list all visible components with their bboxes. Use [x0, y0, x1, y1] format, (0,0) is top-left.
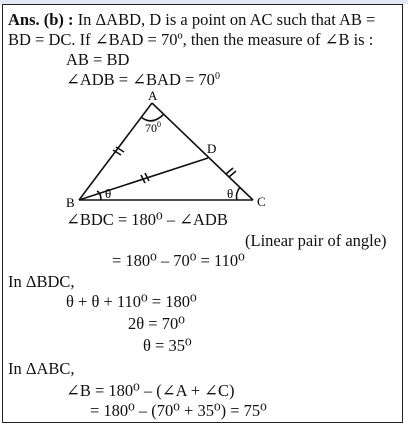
angle-a-label: $70^0$: [145, 120, 161, 135]
two-theta-equation: 2θ = 70⁰: [128, 314, 185, 333]
tick-dc-1: [226, 168, 233, 174]
given-ab-bd: AB = BD: [66, 50, 130, 69]
in-triangle-abc: In ΔABC,: [8, 359, 75, 378]
question-text-1: In ΔABD, D is a point on AC such that AB =: [73, 10, 376, 29]
given-adb-degree: 0: [214, 71, 220, 82]
angle-sum-equation: θ + θ + 110⁰ = 180⁰: [66, 292, 197, 311]
vertex-d-label: D: [207, 141, 217, 156]
question-line-2: BD = DC. If ∠BAD = 70º, then the measure of ∠B is :: [8, 30, 374, 49]
linear-pair-note: (Linear pair of angle): [245, 231, 387, 250]
theta-b-label: θ: [105, 186, 112, 201]
given-adb-text: ∠ADB = ∠BAD = 70: [66, 70, 215, 89]
tick-dc-2: [229, 171, 236, 177]
vertex-b-label: B: [66, 195, 75, 210]
vertex-c-label: C: [257, 194, 266, 209]
bdc-equation: ∠BDC = 180⁰ – ∠ADB: [66, 210, 228, 229]
answer-label: Ans. (b) :: [8, 10, 74, 29]
vertex-a-label: A: [148, 88, 158, 103]
angle-b-equation: ∠B = 180⁰ – (∠A + ∠C): [66, 381, 235, 400]
in-triangle-bdc: In ΔBDC,: [8, 272, 75, 291]
bdc-result: = 180⁰ – 70⁰ = 110⁰: [112, 251, 245, 270]
final-answer: = 180⁰ – (70⁰ + 35⁰) = 75⁰: [90, 401, 267, 420]
theta-value: θ = 35⁰: [143, 336, 192, 355]
arc-angle-c: [236, 187, 240, 200]
theta-c-label: θ: [227, 186, 234, 201]
side-ac: [152, 103, 253, 200]
